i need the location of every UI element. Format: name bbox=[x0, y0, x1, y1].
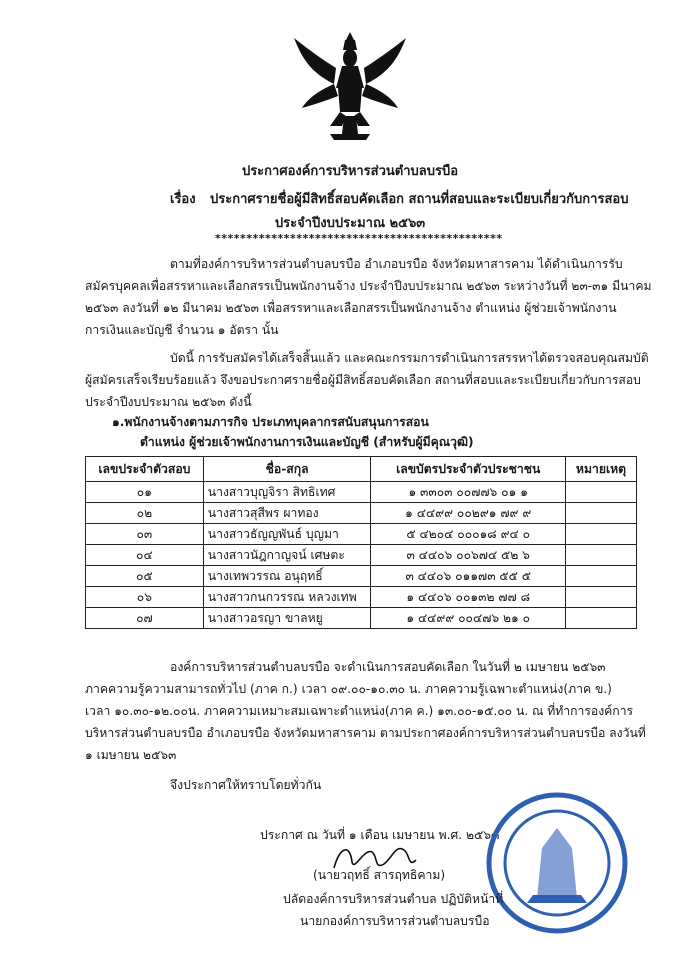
table-row bbox=[86, 566, 637, 587]
official-seal bbox=[482, 788, 632, 938]
candidate-name: นางสาวกนกวรรณ หลวงเทพ bbox=[203, 587, 371, 608]
signer-role-1: ปลัดองค์การบริหารส่วนตำบล ปฏิบัติหน้าที่ bbox=[283, 892, 504, 906]
table-row bbox=[86, 545, 637, 566]
id-card-number: ๑ ๓๓๐๓ ๐๐๗๗๖ ๐๑ ๑ bbox=[371, 482, 566, 503]
announcement-title: ประกาศองค์การบริหารส่วนตำบลบรบือ bbox=[241, 164, 459, 179]
remark bbox=[566, 608, 637, 629]
col-header-id-card: เลขบัตรประจำตัวประชาชน bbox=[371, 457, 566, 482]
candidate-name: นางสาวนัฎกาญจน์ เศษตะ bbox=[203, 545, 371, 566]
table-header-row bbox=[86, 457, 637, 482]
exam-line2: ภาคความรู้ความสามารถทั่วไป (ภาค ก.) เวลา ๐๙.๐๐-๑๐.๓๐ น. ภาคความรู้เฉพาะตำแหน่ง(ภาค ข.) bbox=[85, 682, 612, 696]
exam-number: ๐๑ bbox=[86, 482, 204, 503]
garuda-emblem bbox=[290, 28, 410, 146]
table-row bbox=[86, 608, 637, 629]
col-header-exam-number: เลขประจำตัวสอบ bbox=[86, 457, 204, 482]
remark bbox=[566, 587, 637, 608]
table-row bbox=[86, 524, 637, 545]
signer-name: (นายวฤทธิ์ สารฤทธิคาม) bbox=[313, 868, 446, 882]
candidate-name: นางสาวสุสีพร ผาทอง bbox=[203, 503, 371, 524]
candidate-name: นางสาวอรญา ขาลหยู bbox=[203, 608, 371, 629]
exam-number: ๐๒ bbox=[86, 503, 204, 524]
remark bbox=[566, 545, 637, 566]
exam-number: ๐๗ bbox=[86, 608, 204, 629]
col-header-name: ชื่อ-สกุล bbox=[203, 457, 371, 482]
para1-line1: ตามที่องค์การบริหารส่วนตำบลบรบือ อำเภอบรบือ จังหวัดมหาสารคาม ได้ดำเนินการรับ bbox=[170, 257, 623, 271]
exam-line1: องค์การบริหารส่วนตำบลบรบือ จะดำเนินการสอบคัดเลือก ในวันที่ ๒ เมษายน ๒๕๖๓ bbox=[170, 660, 606, 674]
exam-number: ๐๖ bbox=[86, 587, 204, 608]
table-row bbox=[86, 503, 637, 524]
id-card-number: ๕ ๔๒๐๔ ๐๐๐๑๘ ๙๔ ๐ bbox=[371, 524, 566, 545]
candidate-name: นางสาวบุญจิรา สิทธิเทศ bbox=[203, 482, 371, 503]
remark bbox=[566, 482, 637, 503]
position-heading: ตำแหน่ง ผู้ช่วยเจ้าพนักงานการเงินและบัญชี (สำหรับผู้มีคุณวุฒิ) bbox=[140, 435, 474, 449]
table-row bbox=[86, 482, 637, 503]
id-card-number: ๑ ๔๔๙๙ ๐๐๒๙๑ ๗๙ ๙ bbox=[371, 503, 566, 524]
para2-line3: ประจำปีงบประมาณ ๒๕๖๓ ดังนี้ bbox=[85, 395, 252, 409]
candidate-name: นางเทพวรรณ อนุฤทธิ์ bbox=[203, 566, 371, 587]
col-header-remark: หมายเหตุ bbox=[566, 457, 637, 482]
separator-line: ********************************************** bbox=[215, 232, 503, 245]
remark bbox=[566, 524, 637, 545]
id-card-number: ๑ ๔๔๐๖ ๐๐๑๓๒ ๗๗ ๘ bbox=[371, 587, 566, 608]
exam-line5: ๑ เมษายน ๒๕๖๓ bbox=[85, 748, 177, 762]
closing-text: จึงประกาศให้ทราบโดยทั่วกัน bbox=[170, 778, 322, 792]
table-row bbox=[86, 587, 637, 608]
exam-number: ๐๔ bbox=[86, 545, 204, 566]
candidate-name: นางสาวธัญญพันธ์ บุญมา bbox=[203, 524, 371, 545]
exam-number: ๐๓ bbox=[86, 524, 204, 545]
candidate-table bbox=[85, 456, 637, 629]
announcement-date: ประกาศ ณ วันที่ ๑ เดือน เมษายน พ.ศ. ๒๕๖๓ bbox=[260, 828, 500, 842]
remark bbox=[566, 503, 637, 524]
exam-number: ๐๕ bbox=[86, 566, 204, 587]
signer-role-2: นายกองค์การบริหารส่วนตำบลบรบือ bbox=[300, 914, 490, 928]
id-card-number: ๓ ๔๔๐๖ ๐๑๑๗๓ ๕๕ ๕ bbox=[371, 566, 566, 587]
para2-line1: บัดนี้ การรับสมัครได้เสร็จสิ้นแล้ว และคณะกรรมการดำเนินการสรรหาได้ตรวจสอบคุณสมบัติ bbox=[170, 351, 649, 365]
subject-label: เรื่อง bbox=[170, 192, 196, 207]
para1-line4: การเงินและบัญชี จำนวน ๑ อัตรา นั้น bbox=[85, 323, 279, 337]
para1-line3: ๒๕๖๓ ลงวันที่ ๑๒ มีนาคม ๒๕๖๓ เพื่อสรรหาและเลือกสรรเป็นพนักงานจ้าง ตำแหน่ง ผู้ช่วยเจ้าพนักงาน bbox=[85, 301, 617, 315]
remark bbox=[566, 566, 637, 587]
subject-text: ประกาศรายชื่อผู้มีสิทธิ์สอบคัดเลือก สถานที่สอบและระเบียบเกี่ยวกับการสอบ bbox=[210, 192, 629, 207]
fiscal-year: ประจำปีงบประมาณ ๒๕๖๓ bbox=[274, 216, 426, 231]
exam-line3: เวลา ๑๐.๓๐-๑๒.๐๐น. ภาคความเหมาะสมเฉพาะตำแหน่ง(ภาค ค.) ๑๓.๐๐-๑๕.๐๐ น. ณ ที่ทำการองค์การ bbox=[85, 704, 634, 718]
id-card-number: ๓ ๔๔๐๖ ๐๐๖๗๔ ๕๒ ๖ bbox=[371, 545, 566, 566]
para1-line2: สมัครบุคคลเพื่อสรรหาและเลือกสรรเป็นพนักงานจ้าง ประจำปีงบประมาณ ๒๕๖๓ ระหว่างวันที่ ๒๓-๓๑ มีนาคม bbox=[85, 279, 652, 293]
section-heading: ๑.พนักงานจ้างตามภารกิจ ประเภทบุคลากรสนับสนุนการสอน bbox=[112, 415, 429, 429]
id-card-number: ๑ ๔๔๙๙ ๐๐๔๗๖ ๒๑ ๐ bbox=[371, 608, 566, 629]
exam-line4: บริหารส่วนตำบลบรบือ อำเภอบรบือ จังหวัดมหาสารคาม ตามประกาศองค์การบริหารส่วนตำบลบรบือ ลงวันที่ bbox=[85, 726, 646, 740]
para2-line2: ผู้สมัครเสร็จเรียบร้อยแล้ว จึงขอประกาศรายชื่อผู้มีสิทธิ์สอบคัดเลือก สถานที่สอบและระเบียบเกี่ยวกับการสอบ bbox=[85, 373, 641, 387]
